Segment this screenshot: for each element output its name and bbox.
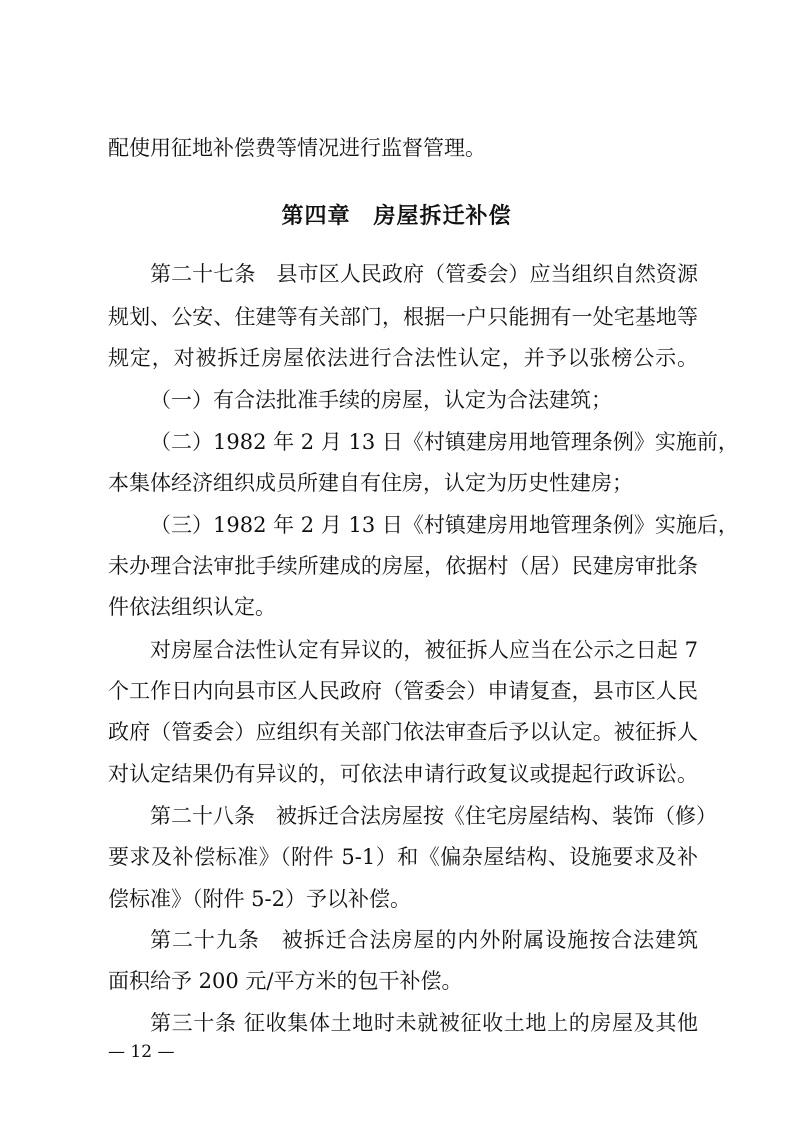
text-line-11: 对房屋合法性认定有异议的，被征拆人应当在公示之日起 7 <box>150 638 698 662</box>
text-line-15: 第二十八条 被拆迁合法房屋按《住宅房屋结构、装饰（修） <box>150 804 717 828</box>
text-line-5: （一）有合法批准手续的房屋，认定为合法建筑； <box>150 388 612 412</box>
text-line-14: 对认定结果仍有异议的，可依法申请行政复议或提起行政诉讼。 <box>108 762 698 786</box>
text-line-4: 规定，对被拆迁房屋依法进行合法性认定，并予以张榜公示。 <box>108 346 698 370</box>
text-line-20: 第三十条 征收集体土地时未就被征收土地上的房屋及其他 <box>150 1011 698 1035</box>
text-line-18: 第二十九条 被拆迁合法房屋的内外附属设施按合法建筑 <box>150 928 698 952</box>
text-line-19: 面积给予 200 元/平方米的包干补偿。 <box>108 969 463 993</box>
text-line-2: 第二十七条 县市区人民政府（管委会）应当组织自然资源 <box>150 262 698 286</box>
text-line-3: 规划、公安、住建等有关部门，根据一户只能拥有一处宅基地等 <box>108 305 698 329</box>
chapter-heading: 第四章 房屋拆迁补偿 <box>281 204 512 229</box>
text-line-1: 配使用征地补偿费等情况进行监督管理。 <box>108 136 486 160</box>
text-line-17: 偿标准》（附件 5-2）予以补偿。 <box>108 887 411 911</box>
text-line-6: （二）1982 年 2 月 13 日《村镇建房用地管理条例》实施前， <box>150 430 739 454</box>
text-line-16: 要求及补偿标准》（附件 5-1）和《偏杂屋结构、设施要求及补 <box>108 845 698 869</box>
text-line-8: （三）1982 年 2 月 13 日《村镇建房用地管理条例》实施后， <box>150 513 739 537</box>
text-line-9: 未办理合法审批手续所建成的房屋，依据村（居）民建房审批条 <box>108 554 698 578</box>
text-line-13: 政府（管委会）应组织有关部门依法审查后予以认定。被征拆人 <box>108 720 698 744</box>
page-number: — 12 — <box>108 1042 175 1062</box>
text-line-12: 个工作日内向县市区人民政府（管委会）申请复查，县市区人民 <box>108 679 698 703</box>
text-line-7: 本集体经济组织成员所建自有住房，认定为历史性建房； <box>108 471 633 495</box>
text-line-10: 件依法组织认定。 <box>108 595 276 619</box>
